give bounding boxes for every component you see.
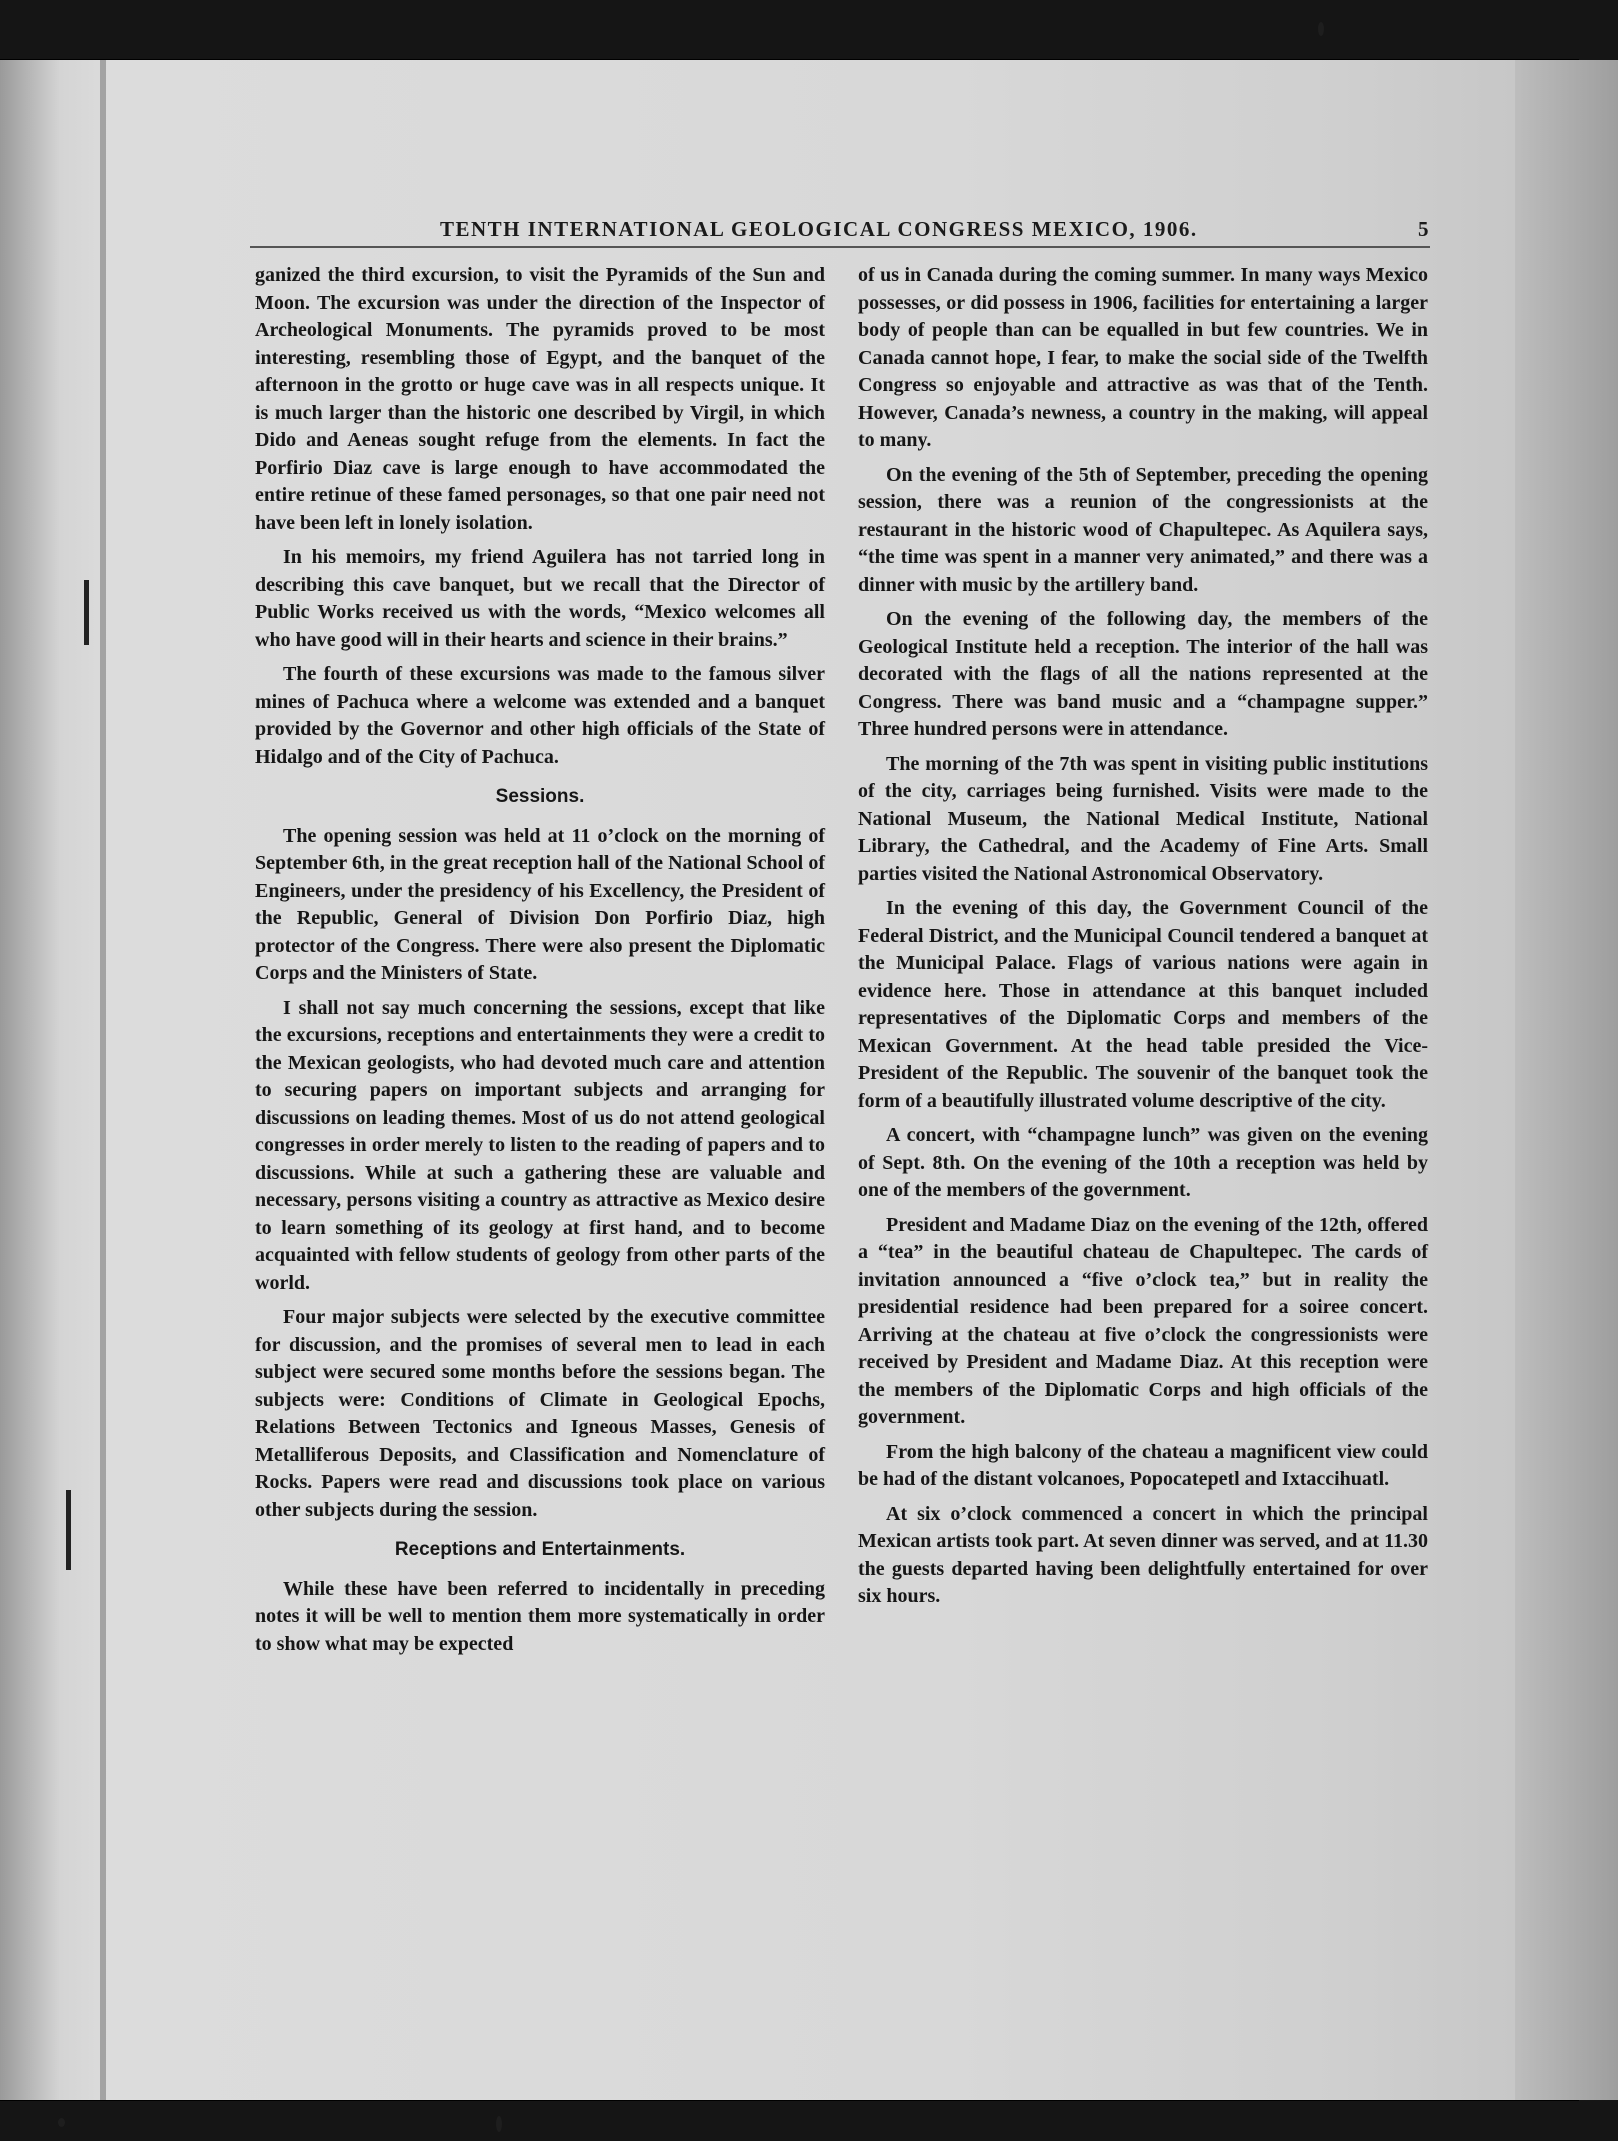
- header-rule: [250, 246, 1430, 248]
- right-column: [858, 262, 1428, 1618]
- running-header: [440, 217, 1430, 242]
- paragraph: In the evening of this day, the Government Council of the Federal District, and the Municipal Council tendered a banquet at the Municipal Palace. Flags of various nations were again in evidence here. Those in attendance at this banquet included representatives of the Diplomatic Corps and members of the Mexican Government. At the head table presided the Vice-President of the Republic. The souvenir of the banquet took the form of a beautifully illustrated volume descriptive of the city.: [858, 897, 1428, 1112]
- paragraph: I shall not say much concerning the sessions, except that like the excursions, receptions and entertainments they were a credit to the Mexican geologists, who had devoted much care and attention to securing papers on important subjects and arranging for discussions on leading themes. Most of us do not attend geological congresses in order merely to listen to the reading of papers and to discussions. While at such a gathering these are valuable and necessary, persons visiting a country as attractive as Mexico desire to learn something of its geology at first hand, and to become acquainted with fellow students of geology from other parts of the world.: [255, 996, 825, 1294]
- paragraph: ganized the third excursion, to visit the Pyramids of the Sun and Moon. The excursion was under the direction of the Inspector of Archeological Monuments. The pyramids proved to be most interesting, resembling those of Egypt, and the banquet of the afternoon in the grotto or huge cave was in all respects unique. It is much larger than the historic one described by Virgil, in which Dido and Aeneas sought refuge from the elements. In fact the Porfirio Diaz cave is large enough to have accommodated the entire retinue of these famed personages, so that one pair need not have been left in lonely isolation.: [255, 264, 825, 534]
- page-edge-shadow: [1515, 60, 1618, 2100]
- running-title: TENTH INTERNATIONAL GEOLOGICAL CONGRESS MEXICO, 1906.: [440, 217, 1198, 241]
- paragraph: President and Madame Diaz on the evening of the 12th, offered a “tea” in the beautiful chateau de Chapultepec. The cards of invitation announced a “five o’clock tea,” but in reality the presidential residence had been prepared for a soiree concert. Arriving at the chateau at five o’clock the congressionists were received by President and Madame Diaz. At this reception were the members of the Diplomatic Corps and high officials of the government.: [858, 1213, 1428, 1428]
- section-heading-receptions: Receptions and Entertainments.: [394, 1539, 686, 1560]
- paragraph: On the evening of the 5th of September, preceding the opening session, there was a reunion of the congressionists at the restaurant in the historic wood of Chapultepec. As Aquilera says, “the time was spent in a manner very animated,” and there was a dinner with music by the artillery band.: [858, 463, 1428, 596]
- paragraph: The morning of the 7th was spent in visiting public institutions of the city, carriages being furnished. Visits were made to the National Museum, the National Medical Institute, National Library, the Cathedral, and the Academy of Fine Arts. Small parties visited the National Astronomical Observatory.: [858, 752, 1428, 885]
- scan-mark: [66, 1490, 71, 1570]
- paragraph: At six o’clock commenced a concert in which the principal Mexican artists took part. At seven dinner was served, and at 11.30 the guests departed having been delightfully entertained for over six hours.: [858, 1502, 1428, 1607]
- paragraph: While these have been referred to incidentally in preceding notes it will be well to mention them more systematically in order to show what may be expected: [255, 1577, 825, 1655]
- section-heading-sessions: Sessions.: [495, 786, 585, 807]
- paragraph: The opening session was held at 11 o’clock on the morning of September 6th, in the great reception hall of the National School of Engineers, under the presidency of his Excellency, the President of the Republic, General of Division Don Porfirio Diaz, high protector of the Congress. There were also present the Diplomatic Corps and the Ministers of State.: [255, 824, 825, 984]
- paragraph: On the evening of the following day, the members of the Geological Institute held a reception. The interior of the hall was decorated with the flags of all the nations represented at the Congress. There was band music and a “champagne supper.” Three hundred persons were in attendance.: [858, 608, 1428, 740]
- scan-speck: [496, 2116, 502, 2132]
- paragraph: From the high balcony of the chateau a magnificent view could be had of the distant volcanoes, Popocatepetl and Ixtaccihuatl.: [858, 1440, 1428, 1490]
- paragraph: Four major subjects were selected by the executive committee for discussion, and the promises of several men to lead in each subject were secured some months before the sessions began. The subjects were: Conditions of Climate in Geological Epochs, Relations Between Tectonics and Igneous Masses, Genesis of Metalliferous Deposits, and Classification and Nomenclature of Rocks. Papers were read and discussions took place on various other subjects during the session.: [255, 1306, 825, 1521]
- binding-fold: [100, 60, 106, 2100]
- paragraph: In his memoirs, my friend Aguilera has not tarried long in describing this cave banquet, but we recall that the Director of Public Works received us with the words, “Mexico welcomes all who have good will in their hearts and science in their brains.”: [255, 546, 825, 651]
- paragraph: A concert, with “champagne lunch” was given on the evening of Sept. 8th. On the evening of the 10th a reception was held by one of the members of the government.: [858, 1124, 1428, 1201]
- scan-speck: [1318, 22, 1324, 36]
- paragraph: of us in Canada during the coming summer. In many ways Mexico possesses, or did possess in 1906, facilities for entertaining a larger body of people than can be equalled in but few countries. We in Canada cannot hope, I fear, to make the social side of the Twelfth Congress so enjoyable and attractive as was that of the Tenth. However, Canada’s newness, a country in the making, will appeal to many.: [858, 264, 1428, 451]
- page-number: 5: [1418, 217, 1430, 241]
- left-column: [255, 262, 825, 1665]
- scan-mark: [84, 580, 89, 645]
- scan-speck: [58, 2118, 65, 2127]
- paragraph: The fourth of these excursions was made to the famous silver mines of Pachuca where a welcome was extended and a banquet provided by the Governor and other high officials of the State of Hidalgo and of the City of Pachuca.: [255, 663, 825, 768]
